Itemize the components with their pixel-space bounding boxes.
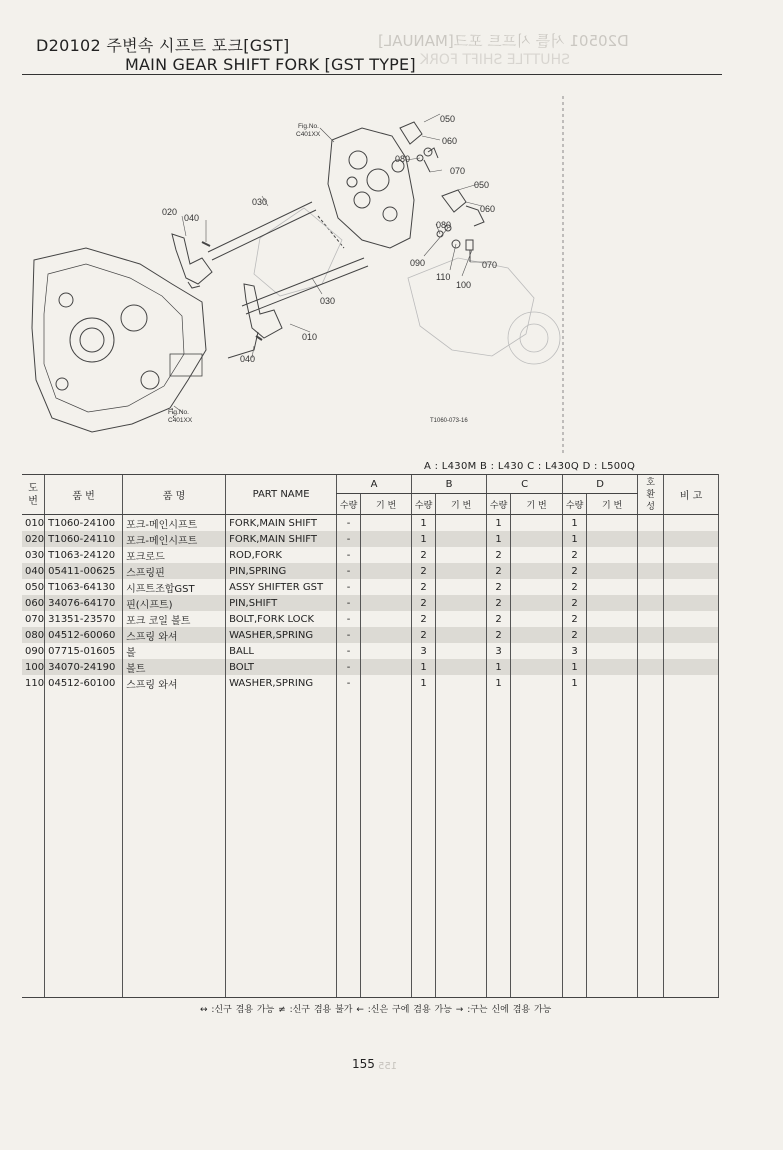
period-a-cell — [361, 675, 412, 691]
part-name-kr-cell: 볼 — [123, 643, 226, 659]
background-assembly — [254, 208, 560, 364]
period-b-cell — [436, 595, 487, 611]
row-no-cell: 090 — [25, 645, 45, 657]
period-a-cell — [361, 515, 412, 532]
qty-a-cell: - — [337, 515, 361, 532]
header-period-b: 기 번 — [436, 494, 487, 515]
part-number-cell: 04512-60060 — [45, 627, 123, 643]
qty-b-cell: 2 — [412, 579, 436, 595]
qty-a-cell: - — [337, 675, 361, 691]
remarks-cell — [664, 643, 719, 659]
header-part-no: 품 번 — [45, 475, 123, 515]
qty-a-cell: - — [337, 643, 361, 659]
part-number-cell: 31351-23570 — [45, 611, 123, 627]
parts-table — [22, 474, 719, 998]
qty-c-cell: 2 — [487, 627, 511, 643]
period-c-cell — [511, 531, 563, 547]
qty-c-cell: 1 — [487, 515, 511, 532]
table-empty-area — [22, 691, 719, 998]
qty-d-cell: 1 — [563, 675, 587, 691]
period-a-cell — [361, 643, 412, 659]
callout: 080 — [436, 220, 452, 230]
interchange-cell — [638, 627, 664, 643]
qty-c-cell: 2 — [487, 563, 511, 579]
part-name-kr-cell: 핀(시프트) — [123, 595, 226, 611]
table-row — [22, 675, 719, 691]
period-c-cell — [511, 515, 563, 532]
qty-c-cell: 2 — [487, 611, 511, 627]
part-name-kr-cell: 볼트 — [123, 659, 226, 675]
qty-d-cell: 3 — [563, 643, 587, 659]
callout: 060 — [480, 204, 496, 214]
interchange-cell — [638, 643, 664, 659]
callout: 050 — [440, 114, 456, 124]
bleed-through-title: D20501 서틀 시프트 포크[MANUAL] — [378, 32, 629, 50]
row-no-cell: 080 — [22, 627, 45, 643]
interchange-cell — [638, 595, 664, 611]
empty-cell — [563, 691, 587, 998]
qty-d-cell: 1 — [563, 659, 587, 675]
callout: 090 — [410, 258, 426, 268]
period-a-cell — [361, 547, 412, 563]
callout: 020 — [162, 207, 178, 217]
qty-c-cell: 2 — [487, 547, 511, 563]
header-qty-a: 수량 — [337, 494, 361, 515]
qty-b-cell: 1 — [412, 515, 436, 532]
qty-a-cell: - — [337, 547, 361, 563]
period-a-cell — [361, 563, 412, 579]
part-name-kr-cell: 포크-메인시프트 — [123, 531, 226, 547]
table-row — [22, 515, 719, 532]
table-row — [22, 579, 719, 595]
qty-d-cell: 2 — [563, 579, 587, 595]
part-name-kr-cell: 스프링 와셔 — [123, 675, 226, 691]
header-qty-d: 수량 — [563, 494, 587, 515]
fig-code-label-bottom: C401XX — [168, 417, 193, 424]
period-d-cell — [587, 643, 638, 659]
qty-c-cell: 3 — [487, 643, 511, 659]
header-remarks: 비 고 — [664, 475, 719, 515]
part-name-cell: PIN,SHIFT — [226, 595, 337, 611]
empty-cell — [638, 691, 664, 998]
callout: 080 — [395, 154, 411, 164]
qty-d-cell: 2 — [563, 595, 587, 611]
interchange-cell — [638, 611, 664, 627]
callout: 030 — [252, 197, 268, 207]
empty-cell — [412, 691, 436, 998]
table-row — [22, 595, 719, 611]
qty-b-cell: 2 — [412, 563, 436, 579]
callout: 060 — [442, 136, 458, 146]
part-name-kr-cell: 스프링 와셔 — [123, 627, 226, 643]
period-b-cell — [436, 515, 487, 532]
qty-d-cell: 2 — [563, 563, 587, 579]
empty-cell — [436, 691, 487, 998]
empty-cell — [511, 691, 563, 998]
title-rule — [22, 74, 722, 75]
header-group-d: D — [563, 475, 638, 494]
table-row — [22, 531, 719, 547]
interchange-cell — [638, 563, 664, 579]
interchange-cell — [638, 531, 664, 547]
part-name-kr-cell: 포크로드 — [123, 547, 226, 563]
period-b-cell — [436, 627, 487, 643]
fig-no-label-bottom: Fig.No. — [168, 409, 189, 416]
period-a-cell — [361, 531, 412, 547]
empty-cell — [45, 691, 123, 998]
remarks-cell — [664, 579, 719, 595]
period-b-cell — [436, 547, 487, 563]
qty-c-cell: 2 — [487, 579, 511, 595]
period-b-cell — [436, 675, 487, 691]
row-no-cell: 020 — [22, 531, 45, 547]
empty-cell — [361, 691, 412, 998]
table-row — [22, 563, 719, 579]
part-number-cell: T1060-24110 — [45, 531, 123, 547]
row-no-cell: 040 — [22, 563, 45, 579]
row-no-cell: 060 — [22, 595, 45, 611]
empty-cell — [487, 691, 511, 998]
period-b-cell — [436, 611, 487, 627]
callout: 050 — [474, 180, 490, 190]
part-number-cell: T1063-24120 — [45, 547, 123, 563]
remarks-cell — [664, 547, 719, 563]
model-legend: A : L430M B : L430 C : L430Q D : L500Q — [424, 461, 636, 472]
header-part-name: PART NAME — [226, 475, 337, 515]
part-name-cell: ROD,FORK — [226, 547, 337, 563]
page-subtitle: MAIN GEAR SHIFT FORK [GST TYPE] — [125, 55, 416, 74]
qty-d-cell: 2 — [563, 627, 587, 643]
callout: 010 — [302, 332, 318, 342]
period-d-cell — [587, 659, 638, 675]
period-c-cell — [511, 643, 563, 659]
header-group-c: C — [487, 475, 563, 494]
page-number: 155 — [352, 1057, 375, 1071]
callout: 030 — [320, 296, 336, 306]
interchange-cell — [638, 659, 664, 675]
table-row — [22, 643, 719, 659]
empty-cell — [22, 691, 45, 998]
callout: 110 — [436, 272, 451, 282]
part-name-cell: WASHER,SPRING — [226, 627, 337, 643]
remarks-cell — [664, 515, 719, 532]
period-b-cell — [436, 659, 487, 675]
callout: 100 — [456, 280, 472, 290]
qty-b-cell: 2 — [412, 627, 436, 643]
period-c-cell — [511, 611, 563, 627]
period-c-cell — [511, 659, 563, 675]
qty-c-cell: 1 — [487, 531, 511, 547]
callout: 070 — [450, 166, 466, 176]
table-row — [22, 627, 719, 643]
period-a-cell — [361, 595, 412, 611]
part-name-cell: WASHER,SPRING — [226, 675, 337, 691]
callout: 040 — [240, 354, 256, 364]
part-name-kr-cell: 시프트조합GST — [123, 579, 226, 595]
qty-b-cell: 1 — [412, 675, 436, 691]
part-name-kr-cell: 스프링핀 — [123, 563, 226, 579]
page-title: D20102 주변속 시프트 포크[GST] — [36, 36, 290, 55]
period-d-cell — [587, 547, 638, 563]
empty-cell — [123, 691, 226, 998]
period-d-cell — [587, 579, 638, 595]
header-period-c: 기 번 — [511, 494, 563, 515]
qty-d-cell: 1 — [563, 515, 587, 532]
shifter-housing-plate — [318, 128, 414, 248]
spring-pin-upper — [202, 242, 210, 246]
drawing-id: T1060-073-16 — [430, 418, 468, 424]
period-a-cell — [361, 627, 412, 643]
part-name-cell: BALL — [226, 643, 337, 659]
qty-c-cell: 2 — [487, 595, 511, 611]
qty-a-cell: - — [337, 531, 361, 547]
part-number-cell: T1063-64130 — [45, 579, 123, 595]
row-no-cell: 050 — [25, 581, 45, 593]
part-name-cell: PIN,SPRING — [226, 563, 337, 579]
period-d-cell — [587, 515, 638, 532]
period-c-cell — [511, 675, 563, 691]
qty-a-cell: - — [337, 611, 361, 627]
empty-cell — [337, 691, 361, 998]
part-name-cell: BOLT — [226, 659, 337, 675]
leader-lines — [174, 114, 488, 412]
qty-c-cell: 1 — [487, 675, 511, 691]
period-b-cell — [436, 579, 487, 595]
bleed-through-page-number: 155 — [378, 1061, 398, 1072]
part-name-cell: ASSY SHIFTER GST — [226, 579, 337, 595]
part-number-cell: 07715-01605 — [45, 643, 123, 659]
parts-table-body — [22, 515, 719, 998]
qty-a-cell: - — [337, 563, 361, 579]
shift-fork-upper — [172, 234, 212, 288]
row-no-cell: 010 — [25, 517, 45, 529]
qty-d-cell: 1 — [563, 531, 587, 547]
part-name-kr-cell: 포크-메인시프트 — [123, 515, 226, 532]
qty-b-cell: 1 — [412, 659, 436, 675]
qty-a-cell: - — [337, 579, 361, 595]
remarks-cell — [664, 611, 719, 627]
qty-a-cell: - — [337, 595, 361, 611]
qty-c-cell: 1 — [487, 659, 511, 675]
qty-b-cell: 2 — [412, 595, 436, 611]
shifter-assy-upper — [400, 122, 438, 172]
table-row — [22, 611, 719, 627]
remarks-cell — [664, 595, 719, 611]
empty-cell — [664, 691, 719, 998]
fig-code-label-top: C401XX — [296, 131, 321, 138]
period-d-cell — [587, 675, 638, 691]
remarks-cell — [664, 675, 719, 691]
remarks-cell — [664, 627, 719, 643]
period-d-cell — [587, 611, 638, 627]
part-name-cell: FORK,MAIN SHIFT — [226, 515, 337, 532]
row-no-cell: 110 — [25, 677, 45, 689]
table-row — [22, 659, 719, 675]
header-qty-c: 수량 — [487, 494, 511, 515]
qty-d-cell: 2 — [563, 611, 587, 627]
row-no-cell: 030 — [25, 549, 45, 561]
period-c-cell — [511, 627, 563, 643]
period-d-cell — [587, 595, 638, 611]
header-qty-b: 수량 — [412, 494, 436, 515]
period-c-cell — [511, 579, 563, 595]
compatibility-legend: ↔ :신구 겸용 가능 ≠ :신구 겸용 불가 ← :신은 구에 겸용 가능 → :구는 신에 겸용 가능 — [200, 1005, 552, 1015]
header-group-a: A — [337, 475, 412, 494]
part-name-kr-cell: 포크 코일 볼트 — [123, 611, 226, 627]
qty-a-cell: - — [337, 659, 361, 675]
part-name-cell: FORK,MAIN SHIFT — [226, 531, 337, 547]
bleed-through-subtitle: SHUTTLE SHIFT FORK — [420, 52, 570, 68]
remarks-cell — [664, 563, 719, 579]
interchange-cell — [638, 579, 664, 595]
period-b-cell — [436, 531, 487, 547]
part-number-cell: 34070-24190 — [45, 659, 123, 675]
qty-b-cell: 2 — [412, 547, 436, 563]
qty-b-cell: 1 — [412, 531, 436, 547]
period-a-cell — [361, 579, 412, 595]
empty-cell — [587, 691, 638, 998]
period-d-cell — [587, 531, 638, 547]
interchange-cell — [638, 515, 664, 532]
part-number-cell: 34076-64170 — [45, 595, 123, 611]
period-b-cell — [436, 563, 487, 579]
callout: 040 — [184, 213, 200, 223]
part-number-cell: 04512-60100 — [45, 675, 123, 691]
period-d-cell — [587, 627, 638, 643]
fig-no-label-top: Fig.No. — [298, 123, 319, 130]
part-name-cell: BOLT,FORK LOCK — [226, 611, 337, 627]
qty-b-cell: 2 — [412, 611, 436, 627]
empty-cell — [226, 691, 337, 998]
remarks-cell — [664, 531, 719, 547]
header-row-no: 도 번 — [22, 475, 45, 515]
table-row — [22, 547, 719, 563]
interchange-cell — [638, 675, 664, 691]
period-d-cell — [587, 563, 638, 579]
qty-b-cell: 3 — [412, 643, 436, 659]
header-part-name-kr: 품 명 — [123, 475, 226, 515]
qty-a-cell: - — [337, 627, 361, 643]
period-c-cell — [511, 547, 563, 563]
row-no-cell: 070 — [25, 613, 45, 625]
qty-d-cell: 2 — [563, 547, 587, 563]
row-no-cell: 100 — [22, 659, 45, 675]
shift-fork-lower — [228, 284, 282, 358]
remarks-cell — [664, 659, 719, 675]
transmission-case — [32, 248, 206, 432]
callout: 070 — [482, 260, 498, 270]
exploded-parts-diagram — [22, 88, 582, 458]
period-a-cell — [361, 611, 412, 627]
period-b-cell — [436, 643, 487, 659]
header-group-b: B — [412, 475, 487, 494]
header-period-a: 기 번 — [361, 494, 412, 515]
interchange-cell — [638, 547, 664, 563]
period-c-cell — [511, 595, 563, 611]
period-c-cell — [511, 563, 563, 579]
header-period-d: 기 번 — [587, 494, 638, 515]
part-number-cell: 05411-00625 — [45, 563, 123, 579]
part-number-cell: T1060-24100 — [45, 515, 123, 532]
period-a-cell — [361, 659, 412, 675]
header-interchange: 호 환 성 — [638, 475, 664, 515]
